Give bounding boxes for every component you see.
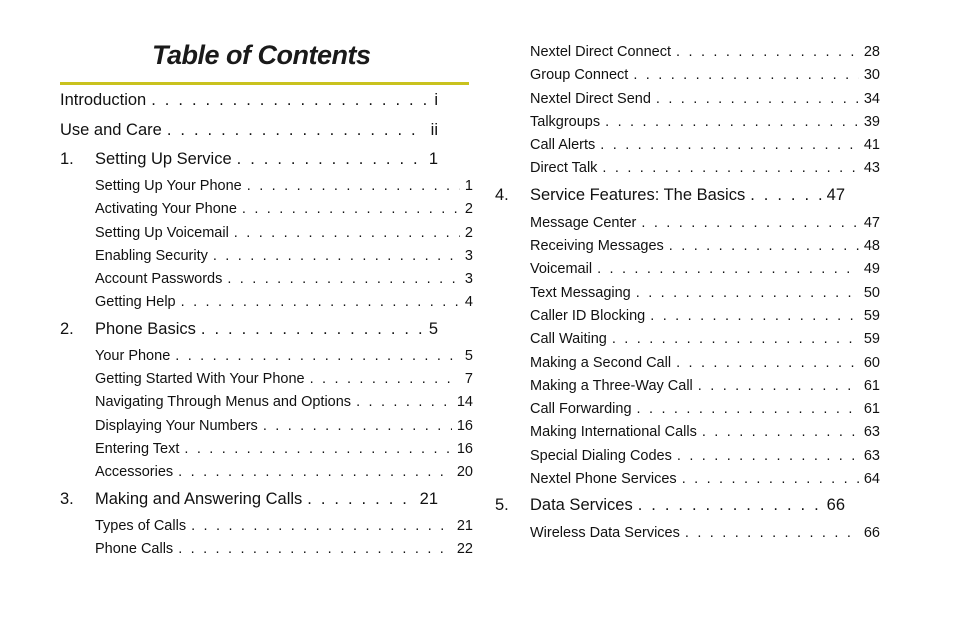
toc-entry[interactable]: [60, 516, 473, 541]
dot-leader: [676, 355, 859, 371]
toc-entry-label: Caller ID Blocking: [530, 307, 646, 324]
toc-entry-page-number: 16: [456, 440, 473, 457]
toc-entry-label: Activating Your Phone: [95, 201, 237, 218]
toc-entry-label: Making a Second Call: [530, 354, 672, 371]
toc-entry-label: Accessories: [95, 464, 174, 481]
toc-entry-page-number: 64: [863, 471, 880, 488]
toc-entry[interactable]: [60, 464, 473, 487]
toc-entry-label: Getting Started With Your Phone: [95, 371, 305, 388]
dot-leader: [685, 525, 859, 541]
title-underline-rule: [60, 82, 469, 85]
toc-entry-page-number: ii: [430, 120, 438, 139]
toc-entry[interactable]: [60, 271, 473, 294]
dot-leader: [682, 471, 859, 487]
toc-entry-page-number: 59: [863, 331, 880, 348]
toc-entry[interactable]: [495, 238, 880, 261]
toc-entry[interactable]: [60, 248, 473, 271]
toc-entry-page-number: 34: [863, 90, 880, 107]
dot-leader: [178, 464, 452, 480]
toc-entry[interactable]: [60, 346, 473, 371]
dot-leader: [637, 401, 859, 417]
toc-entry-label: Introduction: [60, 91, 147, 109]
toc-entry-label: Enabling Security: [95, 247, 208, 264]
toc-entry[interactable]: [60, 441, 473, 464]
toc-entry-label: Making International Calls: [530, 424, 697, 441]
toc-entry[interactable]: [495, 331, 880, 354]
toc-entry[interactable]: [495, 355, 880, 378]
toc-entry-label: Nextel Direct Send: [530, 90, 651, 107]
toc-entry-page-number: 43: [863, 160, 880, 177]
dot-leader: [702, 424, 859, 440]
dot-leader: [227, 271, 460, 287]
toc-entry[interactable]: [495, 137, 880, 160]
toc-entry-page-number: 50: [863, 284, 880, 301]
toc-entry-label: Nextel Direct Connect: [530, 44, 672, 60]
dot-leader: [234, 225, 460, 241]
toc-entry-label: Displaying Your Numbers: [95, 417, 258, 434]
toc-entry[interactable]: [60, 294, 473, 317]
toc-entry-label: Call Waiting: [530, 331, 607, 348]
dot-leader: [213, 248, 460, 264]
toc-entry-label: Voicemail: [530, 261, 593, 278]
dot-leader: [597, 261, 859, 277]
section-number: 2.: [60, 319, 74, 338]
toc-entry[interactable]: [495, 261, 880, 284]
toc-entry[interactable]: [495, 184, 845, 213]
toc-entry-label: Phone Basics: [95, 319, 196, 338]
toc-entry[interactable]: [495, 308, 880, 331]
toc-entry-label: Making a Three-Way Call: [530, 377, 693, 394]
toc-entry[interactable]: [60, 148, 438, 176]
toc-entry-label: Setting Up Service: [95, 150, 232, 168]
toc-entry-page-number: 63: [863, 447, 880, 464]
toc-entry-label: Phone Calls: [95, 540, 174, 557]
toc-entry[interactable]: [60, 541, 473, 564]
toc-entry[interactable]: [495, 91, 880, 114]
toc-entry-page-number: 61: [863, 401, 880, 418]
toc-entry-page-number: 63: [863, 424, 880, 441]
dot-leader: [242, 201, 460, 217]
toc-entry[interactable]: [60, 418, 473, 441]
toc-entry-label: Your Phone: [95, 347, 171, 364]
dot-leader: [636, 285, 859, 301]
toc-entry[interactable]: [495, 494, 845, 523]
toc-entry[interactable]: [495, 44, 880, 67]
dot-leader: [677, 448, 859, 464]
section-number: 4.: [495, 185, 509, 204]
dot-leader: [263, 418, 452, 434]
toc-entry-label: Account Passwords: [95, 271, 223, 288]
toc-entry-page-number: 2: [464, 201, 473, 218]
dot-leader: [310, 371, 460, 387]
toc-entry-page-number: 48: [863, 238, 880, 255]
dot-leader: [641, 215, 858, 231]
dot-leader: [605, 114, 859, 130]
dot-leader: [698, 378, 859, 394]
dot-leader: [151, 91, 429, 110]
section-number: 5.: [495, 496, 509, 515]
section-number: 1.: [60, 150, 74, 168]
toc-entry-label: Getting Help: [95, 294, 176, 311]
toc-entry-label: Special Dialing Codes: [530, 447, 672, 464]
toc-entry-page-number: i: [434, 91, 438, 109]
dot-leader: [602, 160, 858, 176]
toc-left-column: [60, 89, 473, 564]
toc-entry-label: Setting Up Your Phone: [95, 178, 242, 194]
toc-entry-page-number: 61: [863, 377, 880, 394]
dot-leader: [178, 541, 452, 557]
dot-leader: [167, 121, 426, 140]
toc-entry[interactable]: [495, 160, 880, 183]
dot-leader: [676, 44, 859, 60]
toc-entry-page-number: 66: [863, 525, 880, 542]
toc-entry[interactable]: [495, 448, 880, 471]
toc-entry-page-number: 41: [863, 137, 880, 154]
toc-entry-page-number: 16: [456, 417, 473, 434]
toc-entry-label: Types of Calls: [95, 517, 187, 534]
toc-entry-page-number: 47: [826, 185, 845, 204]
toc-entry-page-number: 4: [464, 294, 473, 311]
toc-entry-page-number: 3: [464, 271, 473, 288]
toc-entry-label: Navigating Through Menus and Options: [95, 394, 352, 411]
toc-entry-page-number: 7: [464, 371, 473, 388]
toc-entry-page-number: 59: [863, 307, 880, 324]
toc-entry-page-number: 21: [419, 489, 438, 508]
toc-entry-label: Call Forwarding: [530, 401, 632, 418]
dot-leader: [650, 308, 859, 324]
toc-entry-page-number: 1: [428, 150, 438, 168]
toc-entry-page-number: 14: [456, 394, 473, 411]
toc-entry-label: Talkgroups: [530, 113, 601, 130]
dot-leader: [191, 518, 452, 534]
toc-entry-page-number: 60: [863, 354, 880, 371]
toc-entry[interactable]: [495, 213, 880, 238]
toc-entry-label: Entering Text: [95, 440, 180, 457]
toc-entry-page-number: 21: [456, 517, 473, 534]
toc-entry-label: Making and Answering Calls: [95, 489, 303, 508]
toc-entry-label: Call Alerts: [530, 137, 596, 154]
dot-leader: [600, 137, 859, 153]
section-number: 3.: [60, 489, 74, 508]
dot-leader: [307, 490, 414, 509]
toc-entry[interactable]: [495, 424, 880, 447]
toc-entry[interactable]: [60, 89, 438, 119]
toc-entry[interactable]: [495, 401, 880, 424]
toc-entry[interactable]: [60, 201, 473, 224]
toc-entry-page-number: 28: [863, 44, 880, 60]
dot-leader: [750, 186, 821, 205]
toc-entry[interactable]: [495, 67, 880, 90]
dot-leader: [669, 238, 859, 254]
toc-entry-page-number: 1: [464, 178, 473, 194]
toc-entry-label: Data Services: [530, 496, 633, 515]
toc-entry-label: Use and Care: [60, 120, 162, 139]
toc-entry-page-number: 3: [464, 247, 473, 264]
toc-entry-page-number: 22: [456, 540, 473, 557]
toc-entry[interactable]: [495, 114, 880, 137]
toc-entry[interactable]: [60, 488, 438, 516]
toc-entry[interactable]: [495, 471, 880, 494]
toc-entry[interactable]: [495, 523, 880, 548]
page-title: Table of Contents: [152, 40, 371, 70]
dot-leader: [638, 496, 822, 515]
toc-entry[interactable]: [60, 318, 438, 346]
toc-entry-page-number: 49: [863, 261, 880, 278]
dot-leader: [181, 294, 460, 310]
toc-entry-label: Receiving Messages: [530, 238, 664, 255]
toc-entry-label: Setting Up Voicemail: [95, 224, 229, 241]
toc-entry[interactable]: [495, 285, 880, 308]
toc-entry-label: Service Features: The Basics: [530, 185, 746, 204]
toc-entry-label: Group Connect: [530, 67, 629, 84]
dot-leader: [201, 320, 424, 339]
dot-leader: [633, 67, 859, 83]
dot-leader: [184, 441, 451, 457]
toc-entry-label: Message Center: [530, 214, 637, 231]
dot-leader: [175, 348, 460, 364]
toc-entry-page-number: 39: [863, 113, 880, 130]
toc-right-column: [495, 44, 880, 549]
toc-entry-page-number: 66: [826, 496, 845, 515]
toc-entry-page-number: 5: [464, 347, 473, 364]
toc-entry-label: Nextel Phone Services: [530, 471, 677, 488]
toc-entry-page-number: 30: [863, 67, 880, 84]
toc-entry[interactable]: [60, 176, 473, 201]
toc-entry[interactable]: [60, 119, 438, 149]
toc-entry-label: Wireless Data Services: [530, 525, 680, 542]
toc-entry[interactable]: [60, 225, 473, 248]
toc-entry-label: Direct Talk: [530, 160, 598, 177]
dot-leader: [237, 150, 424, 169]
toc-entry-page-number: 2: [464, 224, 473, 241]
toc-entry[interactable]: [495, 378, 880, 401]
dot-leader: [356, 394, 452, 410]
toc-entry-page-number: 47: [863, 214, 880, 231]
toc-entry[interactable]: [60, 371, 473, 394]
toc-entry[interactable]: [60, 394, 473, 417]
toc-entry-label: Text Messaging: [530, 284, 631, 301]
toc-entry-page-number: 20: [456, 464, 473, 481]
toc-entry-page-number: 5: [428, 319, 438, 338]
dot-leader: [612, 331, 859, 347]
dot-leader: [247, 178, 460, 194]
dot-leader: [656, 91, 859, 107]
